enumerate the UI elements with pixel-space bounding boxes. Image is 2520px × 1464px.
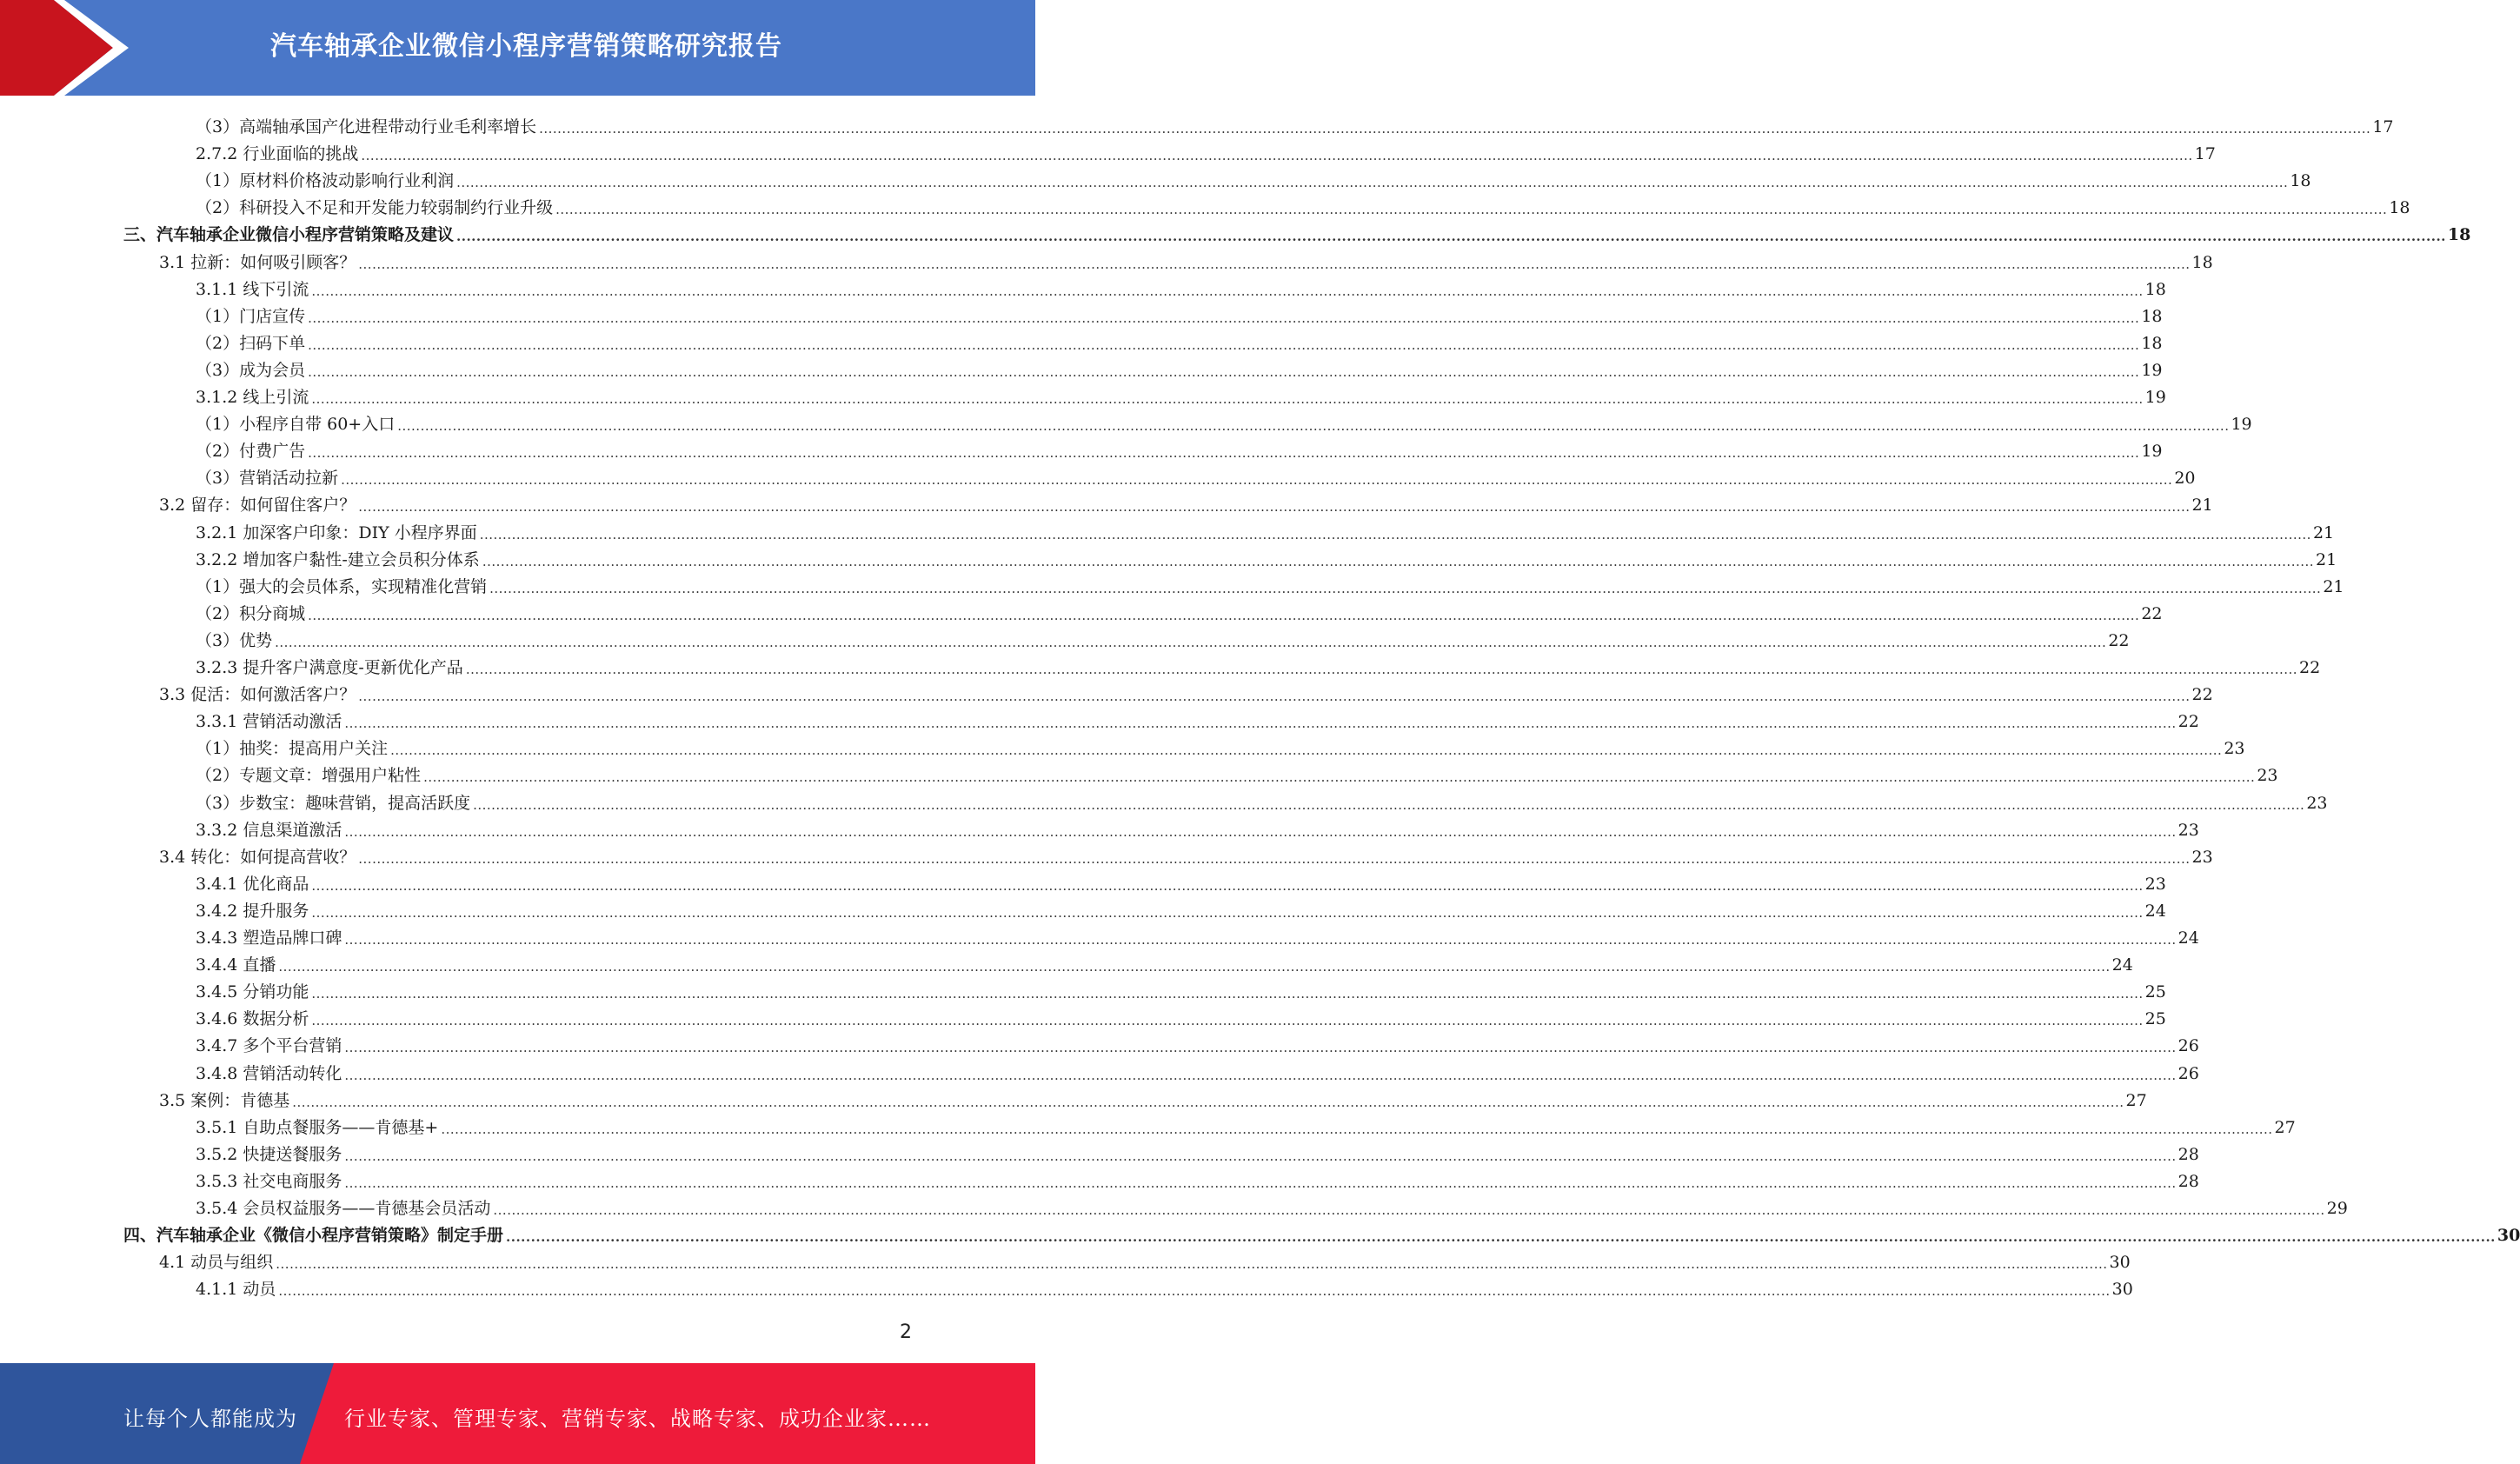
toc-entry[interactable] [196,137,2216,164]
toc-entry[interactable] [196,759,2278,786]
toc-entry[interactable] [159,678,2213,705]
toc-entry-title: 3.1.1 线下引流 [196,279,309,299]
toc-entry-page: 18 [2290,171,2311,191]
toc-entry-title: （3）步数宝：趣味营销，提高活跃度 [196,793,471,813]
toc-entry[interactable] [196,327,2163,354]
toc-entry[interactable] [196,300,2163,327]
toc-entry[interactable] [196,922,2199,948]
toc-entry-page: 22 [2191,685,2213,705]
toc-entry-page: 21 [2191,496,2213,516]
toc-entry-page: 21 [2316,549,2337,569]
toc-entry-title: （2）科研投入不足和开发能力较弱制约行业升级 [196,198,554,218]
toc-dot-leader: ................................................................................................................................................................................................................................................................................................................................................................................................................ [473,796,2305,813]
toc-entry-page: 24 [2178,928,2199,948]
toc-dot-leader: ................................................................................................................................................................................................................................................................................................................................................................................................................ [358,499,2191,516]
toc-entry-page: 23 [2306,793,2328,813]
toc-entry-title: 3.3.2 信息渠道激活 [196,820,342,840]
toc-dot-leader: ................................................................................................................................................................................................................................................................................................................................................................................................................ [308,607,2140,623]
toc-dot-leader: ................................................................................................................................................................................................................................................................................................................................................................................................................ [482,553,2315,569]
toc-entry-page: 19 [2231,415,2252,435]
toc-entry-page: 18 [2389,198,2410,218]
toc-dot-leader: ................................................................................................................................................................................................................................................................................................................................................................................................................ [311,986,2144,1002]
toc-entry-page: 19 [2141,442,2163,462]
toc-entry[interactable] [196,1029,2199,1056]
toc-entry-page: 27 [2274,1117,2296,1137]
toc-entry-page: 30 [2109,1253,2131,1273]
toc-entry-title: （3）成为会员 [196,360,306,380]
toc-entry-title: （3）高端轴承国产化进程带动行业毛利率增长 [196,117,537,136]
toc-entry-title: （3）营销活动拉新 [196,469,339,489]
toc-dot-leader: ................................................................................................................................................................................................................................................................................................................................................................................................................ [292,1094,2124,1110]
toc-entry-title: 3.5.2 快捷送餐服务 [196,1144,342,1164]
toc-entry[interactable] [196,1138,2199,1165]
toc-entry-title: 3.5.1 自助点餐服务——肯德基+ [196,1117,439,1137]
toc-entry-page: 25 [2144,982,2166,1002]
toc-entry-title: 3.4.3 塑造品牌口碑 [196,928,342,948]
toc-entry-title: 4.1.1 动员 [196,1280,276,1300]
toc-entry-page: 23 [2191,847,2213,867]
toc-entry[interactable] [196,1111,2296,1138]
toc-dot-leader: ................................................................................................................................................................................................................................................................................................................................................................................................................ [278,959,2111,975]
toc-entry-title: 3.1.2 线上引流 [196,388,309,407]
toc-entry-title: （1）原材料价格波动影响行业利润 [196,171,455,191]
toc-dot-leader: ................................................................................................................................................................................................................................................................................................................................................................................................................ [358,689,2191,705]
toc-entry-page: 21 [2323,576,2344,596]
toc-dot-leader: ................................................................................................................................................................................................................................................................................................................................................................................................................ [308,336,2140,353]
toc-entry-page: 28 [2178,1144,2199,1164]
toc-entry-page: 19 [2144,388,2166,407]
toc-dot-leader: ................................................................................................................................................................................................................................................................................................................................................................................................................ [539,121,2371,136]
toc-entry-page: 17 [2194,144,2216,164]
toc-entry-page: 22 [2108,630,2130,650]
toc-dot-leader: ................................................................................................................................................................................................................................................................................................................................................................................................................ [479,526,2311,542]
toc-entry-page: 18 [2141,333,2163,353]
toc-entry[interactable] [196,381,2166,408]
toc-entry-page: 22 [2299,658,2321,677]
toc-dot-leader: ................................................................................................................................................................................................................................................................................................................................................................................................................ [311,1013,2144,1029]
toc-dot-leader: ................................................................................................................................................................................................................................................................................................................................................................................................................ [308,363,2140,380]
toc-entry[interactable] [159,841,2213,868]
toc-entry-title: 3.4 转化：如何提高营收？ [159,847,356,867]
toc-entry-title: （1）抽奖：提高用户关注 [196,739,389,759]
toc-entry-page: 22 [2178,712,2199,732]
toc-dot-leader: ................................................................................................................................................................................................................................................................................................................................................................................................................ [278,1283,2111,1300]
toc-dot-leader: ................................................................................................................................................................................................................................................................................................................................................................................................................ [308,445,2140,462]
toc-entry-title: 3.3.1 营销活动激活 [196,712,342,732]
toc-entry-page: 23 [2224,739,2245,759]
toc-dot-leader: ................................................................................................................................................................................................................................................................................................................................................................................................................ [456,229,2446,245]
toc-dot-leader: ................................................................................................................................................................................................................................................................................................................................................................................................................ [344,823,2177,840]
toc-entry-title: （3）优势 [196,630,273,650]
footer-slogan-right: 行业专家、管理专家、营销专家、战略专家、成功企业家…… [344,1407,931,1431]
toc-entry-title: 3.4.4 直播 [196,955,276,975]
toc-entry[interactable] [159,246,2213,273]
toc-dot-leader: ................................................................................................................................................................................................................................................................................................................................................................................................................ [441,1121,2273,1137]
toc-entry[interactable] [196,1002,2166,1029]
toc-entry-title: （2）专题文章：增强用户粘性 [196,766,422,786]
toc-entry[interactable] [196,462,2196,489]
toc-entry-page: 19 [2141,360,2163,380]
toc-entry[interactable] [123,1219,2520,1246]
toc-entry-title: 3.5.3 社交电商服务 [196,1171,342,1191]
toc-entry-page: 23 [2257,766,2278,786]
toc-dot-leader: ................................................................................................................................................................................................................................................................................................................................................................................................................ [308,309,2140,326]
toc-entry-page: 30 [2111,1280,2133,1300]
toc-entry-title: 3.4.1 优化商品 [196,874,309,894]
toc-entry-page: 23 [2144,874,2166,894]
toc-dot-leader: ................................................................................................................................................................................................................................................................................................................................................................................................................ [358,256,2191,272]
toc-entry[interactable] [196,814,2199,841]
toc-entry-title: 3.4.5 分销功能 [196,982,309,1002]
toc-entry[interactable] [123,218,2471,245]
toc-entry-title: 3.2.2 增加客户黏性-建立会员积分体系 [196,549,480,569]
toc-entry[interactable] [196,597,2163,624]
toc-dot-leader: ................................................................................................................................................................................................................................................................................................................................................................................................................ [344,1175,2177,1191]
toc-entry-page: 25 [2144,1009,2166,1029]
toc-entry[interactable] [196,1165,2199,1192]
toc-entry[interactable] [196,516,2335,543]
toc-entry-page: 23 [2178,820,2199,840]
toc-dot-leader: ................................................................................................................................................................................................................................................................................................................................................................................................................ [456,175,2289,191]
toc-dot-leader: ................................................................................................................................................................................................................................................................................................................................................................................................................ [465,662,2298,677]
toc-dot-leader: ................................................................................................................................................................................................................................................................................................................................................................................................................ [275,634,2107,650]
toc-entry-title: 3.4.6 数据分析 [196,1009,309,1029]
toc-dot-leader: ................................................................................................................................................................................................................................................................................................................................................................................................................ [344,1067,2177,1083]
toc-entry-title: 3.4.8 营销活动转化 [196,1063,342,1083]
toc-entry-title: 四、汽车轴承企业《微信小程序营销策略》制定手册 [123,1226,504,1246]
toc-entry-page: 17 [2372,117,2394,136]
toc-entry[interactable] [196,110,2394,137]
toc-entry-page: 28 [2178,1171,2199,1191]
toc-entry-title: （2）付费广告 [196,442,306,462]
toc-entry-page: 24 [2111,955,2133,975]
toc-entry[interactable] [196,435,2163,462]
toc-dot-leader: ................................................................................................................................................................................................................................................................................................................................................................................................................ [311,877,2144,894]
toc-dot-leader: ................................................................................................................................................................................................................................................................................................................................................................................................................ [358,850,2191,867]
toc-entry[interactable] [196,354,2163,381]
toc-dot-leader: ................................................................................................................................................................................................................................................................................................................................................................................................................ [311,904,2144,921]
toc-entry-title: 3.1 拉新：如何吸引顾客？ [159,252,356,272]
toc-dot-leader: ................................................................................................................................................................................................................................................................................................................................................................................................................ [341,472,2173,489]
toc-dot-leader: ................................................................................................................................................................................................................................................................................................................................................................................................................ [311,283,2144,299]
toc-entry-title: （2）积分商城 [196,603,306,623]
toc-entry[interactable] [196,164,2311,191]
toc-dot-leader: ................................................................................................................................................................................................................................................................................................................................................................................................................ [423,769,2256,786]
toc-entry-title: （1）小程序自带 60+入口 [196,415,396,435]
toc-entry[interactable] [196,1192,2348,1219]
toc-entry-title: 3.2 留存：如何留住客户？ [159,496,356,516]
toc-entry-title: 4.1 动员与组织 [159,1253,274,1273]
footer-slogan-left: 让每个人都能成为 [123,1407,297,1431]
toc-dot-leader: ................................................................................................................................................................................................................................................................................................................................................................................................................ [344,932,2177,948]
toc-entry-page: 18 [2144,279,2166,299]
toc-entry-page: 18 [2447,225,2471,245]
toc-entry-page: 24 [2144,901,2166,921]
toc-dot-leader: ................................................................................................................................................................................................................................................................................................................................................................................................................ [361,148,2193,164]
toc-entry-page: 20 [2174,469,2196,489]
page-number: 2 [900,1321,912,1343]
toc-entry-page: 18 [2191,252,2213,272]
toc-entry[interactable] [196,895,2166,922]
toc-entry[interactable] [196,705,2199,732]
toc-entry-title: 2.7.2 行业面临的挑战 [196,144,359,164]
toc-entry-page: 29 [2326,1199,2348,1218]
toc-entry[interactable] [196,624,2130,651]
toc-entry-page: 22 [2141,603,2163,623]
toc-dot-leader: ................................................................................................................................................................................................................................................................................................................................................................................................................ [344,715,2177,732]
toc-entry[interactable] [159,1246,2131,1273]
toc-entry[interactable] [159,489,2213,516]
toc-entry-page: 21 [2312,522,2335,542]
toc-entry[interactable] [196,868,2166,895]
toc-entry-page: 26 [2178,1036,2199,1056]
toc-entry[interactable] [196,191,2410,218]
toc-entry-title: 3.2.3 提升客户满意度-更新优化产品 [196,658,463,677]
toc-entry-page: 18 [2141,306,2163,326]
toc-entry[interactable] [196,732,2245,759]
toc-entry-title: 3.4.7 多个平台营销 [196,1036,342,1056]
toc-entry-page: 30 [2497,1226,2520,1246]
toc-entry[interactable] [196,408,2252,435]
toc-dot-leader: ................................................................................................................................................................................................................................................................................................................................................................................................................ [489,580,2322,596]
toc-entry[interactable] [196,543,2337,570]
toc-entry[interactable] [159,1084,2147,1111]
toc-entry[interactable] [196,273,2166,300]
toc-entry-page: 27 [2125,1090,2147,1110]
toc-entry[interactable] [196,948,2133,975]
toc-entry-title: 3.2.1 加深客户印象：DIY 小程序界面 [196,522,477,542]
toc-dot-leader: ................................................................................................................................................................................................................................................................................................................................................................................................................ [397,418,2230,435]
toc-entry[interactable] [196,787,2328,814]
page-footer [0,1363,1035,1464]
toc-entry-page: 26 [2178,1063,2199,1083]
toc-dot-leader: ................................................................................................................................................................................................................................................................................................................................................................................................................ [276,1256,2108,1273]
toc-dot-leader: ................................................................................................................................................................................................................................................................................................................................................................................................................ [506,1229,2496,1246]
toc-entry-title: 3.3 促活：如何激活客户？ [159,685,356,705]
toc-entry[interactable] [196,1057,2199,1084]
toc-entry-title: （1）强大的会员体系，实现精准化营销 [196,576,488,596]
toc-dot-leader: ................................................................................................................................................................................................................................................................................................................................................................................................................ [344,1040,2177,1056]
toc-entry[interactable] [196,651,2321,678]
toc-entry-title: 3.5.4 会员权益服务——肯德基会员活动 [196,1199,491,1218]
toc-entry-title: 3.5 案例：肯德基 [159,1090,290,1110]
toc-entry[interactable] [196,570,2344,597]
toc-entry[interactable] [196,975,2166,1002]
toc-entry-title: 3.4.2 提升服务 [196,901,309,921]
toc-entry-title: （1）门店宣传 [196,306,306,326]
toc-dot-leader: ................................................................................................................................................................................................................................................................................................................................................................................................................ [311,391,2144,407]
toc-dot-leader: ................................................................................................................................................................................................................................................................................................................................................................................................................ [390,742,2223,759]
toc-entry-title: 三、汽车轴承企业微信小程序营销策略及建议 [123,225,455,245]
report-title: 汽车轴承企业微信小程序营销策略研究报告 [270,31,782,62]
toc-dot-leader: ................................................................................................................................................................................................................................................................................................................................................................................................................ [344,1148,2177,1164]
page-header [0,0,1035,96]
toc-dot-leader: ................................................................................................................................................................................................................................................................................................................................................................................................................ [555,202,2388,218]
toc-entry-title: （2）扫码下单 [196,333,306,353]
toc-entry[interactable] [196,1273,2133,1300]
toc-dot-leader: ................................................................................................................................................................................................................................................................................................................................................................................................................ [493,1202,2325,1218]
